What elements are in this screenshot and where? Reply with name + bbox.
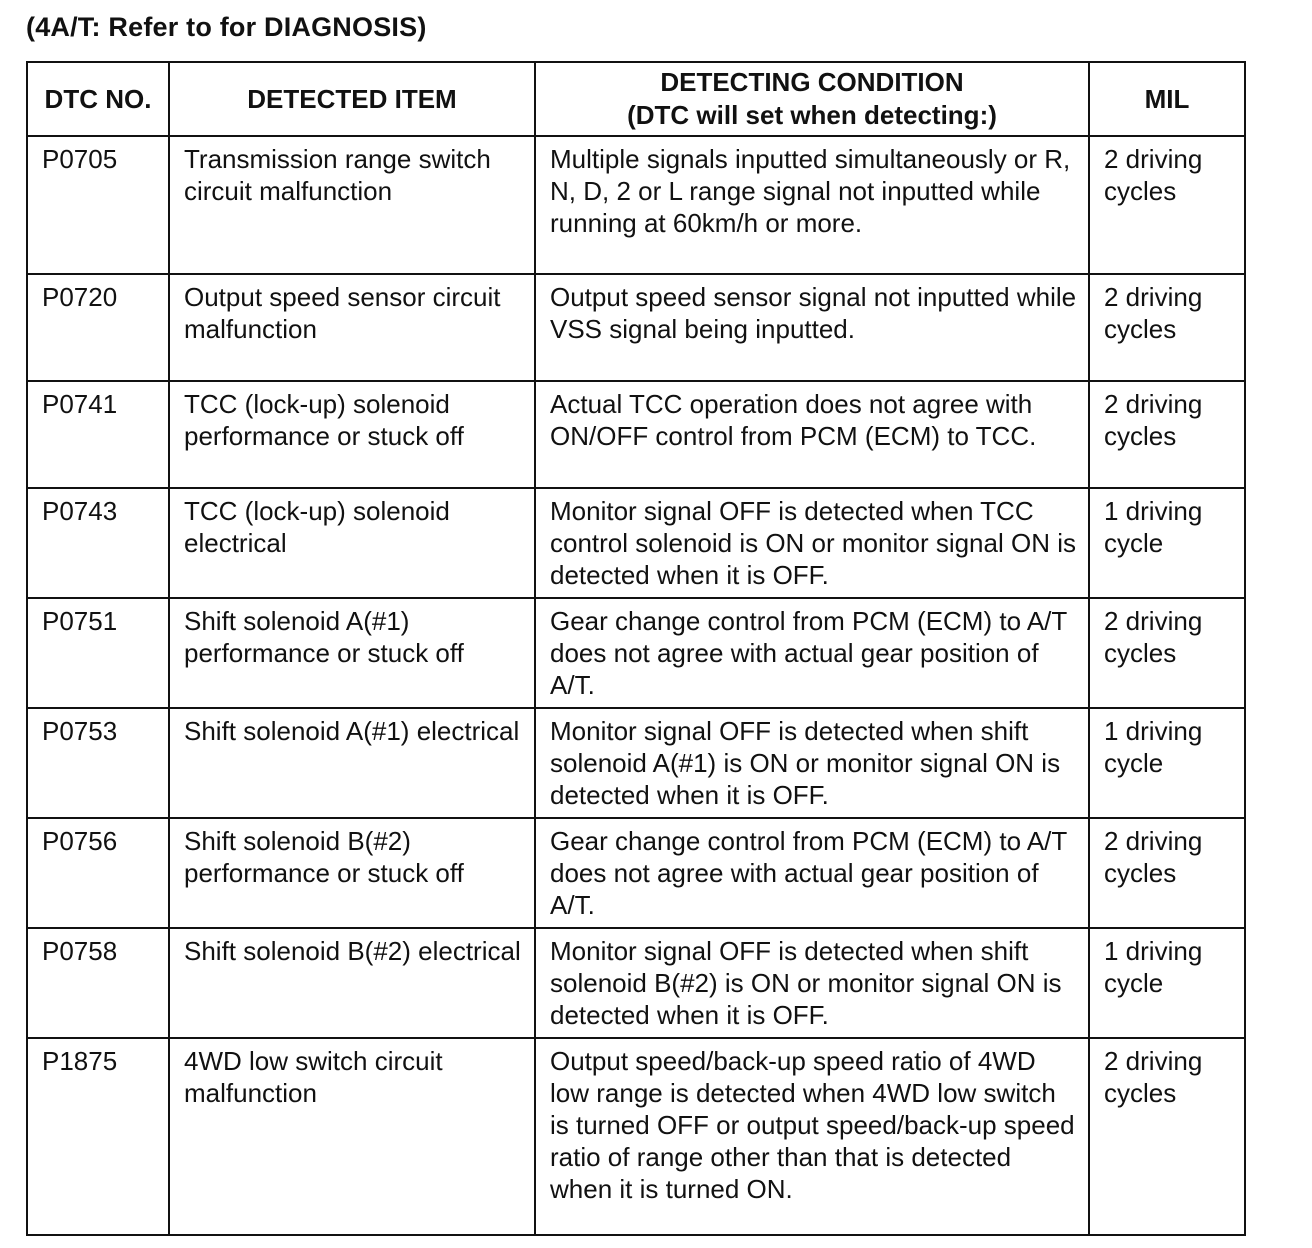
detecting-condition: Gear change control from PCM (ECM) to A/T does not agree with actual gear position of A/T. <box>535 818 1089 928</box>
dtc-code: P0758 <box>27 928 169 1038</box>
table-row <box>27 818 1245 928</box>
detecting-condition: Output speed/back-up speed ratio of 4WD low range is detected when 4WD low switch is turned OFF or output speed/back-up speed ratio of range other than that is detected when it is turned ON. <box>535 1038 1089 1235</box>
mil-value: 2 driving cycles <box>1089 136 1245 274</box>
table-row <box>27 598 1245 708</box>
mil-value: 2 driving cycles <box>1089 818 1245 928</box>
header-condition-line2: (DTC will set when detecting:) <box>627 100 997 130</box>
detecting-condition: Gear change control from PCM (ECM) to A/T does not agree with actual gear position of A/T. <box>535 598 1089 708</box>
detected-item: 4WD low switch circuit malfunction <box>169 1038 535 1235</box>
dtc-code: P0720 <box>27 274 169 381</box>
detecting-condition: Actual TCC operation does not agree with ON/OFF control from PCM (ECM) to TCC. <box>535 381 1089 488</box>
header-mil: MIL <box>1089 62 1245 136</box>
detecting-condition: Output speed sensor signal not inputted while VSS signal being inputted. <box>535 274 1089 381</box>
table-header <box>27 62 1245 136</box>
header-row <box>27 62 1245 136</box>
mil-value: 2 driving cycles <box>1089 381 1245 488</box>
detected-item: Shift solenoid B(#2) electrical <box>169 928 535 1038</box>
detected-item: TCC (lock-up) solenoid electrical <box>169 488 535 598</box>
detecting-condition: Monitor signal OFF is detected when shift solenoid A(#1) is ON or monitor signal ON is detected when it is OFF. <box>535 708 1089 818</box>
header-detecting-condition <box>535 62 1089 136</box>
dtc-table <box>26 61 1246 1236</box>
mil-value: 2 driving cycles <box>1089 598 1245 708</box>
mil-value: 1 driving cycle <box>1089 708 1245 818</box>
dtc-code: P0756 <box>27 818 169 928</box>
header-dtc-no: DTC NO. <box>27 62 169 136</box>
detecting-condition: Multiple signals inputted simultaneously or R, N, D, 2 or L range signal not inputted while running at 60km/h or more. <box>535 136 1089 274</box>
table-row <box>27 274 1245 381</box>
detected-item: Shift solenoid A(#1) performance or stuck off <box>169 598 535 708</box>
detected-item: TCC (lock-up) solenoid performance or stuck off <box>169 381 535 488</box>
header-detected-item: DETECTED ITEM <box>169 62 535 136</box>
detected-item: Shift solenoid A(#1) electrical <box>169 708 535 818</box>
detecting-condition: Monitor signal OFF is detected when TCC control solenoid is ON or monitor signal ON is detected when it is OFF. <box>535 488 1089 598</box>
table-row <box>27 488 1245 598</box>
dtc-code: P0751 <box>27 598 169 708</box>
mil-value: 1 driving cycle <box>1089 488 1245 598</box>
table-row <box>27 1038 1245 1235</box>
header-condition-line1: DETECTING CONDITION <box>660 67 964 97</box>
table-row <box>27 136 1245 274</box>
page-title: (4A/T: Refer to for DIAGNOSIS) <box>26 12 427 42</box>
table-body <box>27 136 1245 1235</box>
detected-item: Transmission range switch circuit malfunction <box>169 136 535 274</box>
mil-value: 2 driving cycles <box>1089 274 1245 381</box>
dtc-code: P1875 <box>27 1038 169 1235</box>
table-row <box>27 928 1245 1038</box>
mil-value: 1 driving cycle <box>1089 928 1245 1038</box>
table-row <box>27 381 1245 488</box>
detecting-condition: Monitor signal OFF is detected when shift solenoid B(#2) is ON or monitor signal ON is detected when it is OFF. <box>535 928 1089 1038</box>
table-row <box>27 708 1245 818</box>
detected-item: Output speed sensor circuit malfunction <box>169 274 535 381</box>
detected-item: Shift solenoid B(#2) performance or stuck off <box>169 818 535 928</box>
dtc-code: P0741 <box>27 381 169 488</box>
dtc-code: P0705 <box>27 136 169 274</box>
mil-value: 2 driving cycles <box>1089 1038 1245 1235</box>
dtc-code: P0743 <box>27 488 169 598</box>
dtc-code: P0753 <box>27 708 169 818</box>
